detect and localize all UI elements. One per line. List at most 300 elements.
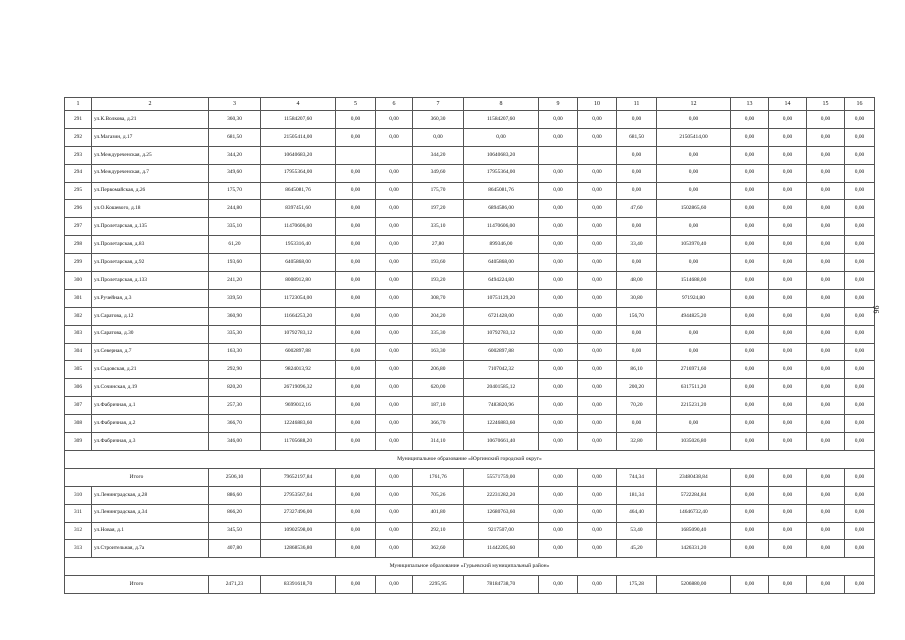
- table-cell: 0,00: [807, 307, 845, 325]
- table-cell: 11664253,20: [261, 307, 336, 325]
- table-cell: 244,80: [209, 200, 261, 218]
- column-header: 10: [578, 98, 617, 111]
- table-cell: 5206880,00: [657, 576, 731, 594]
- table-cell: 345,50: [209, 522, 261, 540]
- table-cell: 23480438,84: [657, 468, 731, 486]
- table-cell: 0,00: [539, 182, 578, 200]
- table-cell: 0,00: [578, 236, 617, 254]
- column-header: 9: [539, 98, 578, 111]
- table-cell: 0,00: [731, 576, 769, 594]
- table-cell: 0,00: [376, 415, 413, 433]
- table-cell: 0,00: [539, 128, 578, 146]
- table-cell: 0,00: [845, 468, 875, 486]
- table-body: [65, 98, 875, 594]
- table-cell: 0,00: [578, 504, 617, 522]
- table-cell: 197,20: [413, 200, 464, 218]
- table-cell: 1035026,80: [657, 433, 731, 451]
- table-cell: 0,00: [769, 576, 807, 594]
- table-row: [65, 433, 875, 451]
- table-cell: 0,00: [376, 254, 413, 272]
- table-cell: 0,00: [578, 468, 617, 486]
- table-cell: 971924,80: [657, 289, 731, 307]
- table-row: [65, 218, 875, 236]
- table-cell: 175,70: [413, 182, 464, 200]
- table-cell: 0,00: [336, 236, 376, 254]
- table-cell: 0,00: [807, 111, 845, 129]
- table-cell: 0,00: [769, 128, 807, 146]
- table-cell: ул.Фабричная, д.1: [92, 397, 209, 415]
- table-cell: 0,00: [769, 379, 807, 397]
- table-cell: ул.Пролетарская, д.133: [92, 272, 209, 290]
- table-cell: 9824013,92: [261, 361, 336, 379]
- table-cell: 0,00: [539, 236, 578, 254]
- table-cell: 0,00: [539, 325, 578, 343]
- table-cell: 0,00: [845, 361, 875, 379]
- section-row: [65, 450, 875, 468]
- column-header: 2: [92, 98, 209, 111]
- table-cell: 0,00: [845, 504, 875, 522]
- table-cell: 0,00: [539, 307, 578, 325]
- table-cell: 0,00: [845, 486, 875, 504]
- table-cell: 53,40: [617, 522, 657, 540]
- table-cell: ул.Саратова, д.30: [92, 325, 209, 343]
- table-cell: 0,00: [845, 522, 875, 540]
- table-cell: 21505414,00: [261, 128, 336, 146]
- table-cell: 6317511,20: [657, 379, 731, 397]
- table-cell: 79652197,84: [261, 468, 336, 486]
- table-row: [65, 522, 875, 540]
- table-cell: ул.Магазин, д.17: [92, 128, 209, 146]
- table-cell: 0,00: [617, 164, 657, 182]
- table-cell: 309: [65, 433, 92, 451]
- table-cell: 0,00: [336, 468, 376, 486]
- table-cell: 360,30: [413, 111, 464, 129]
- table-cell: 0,00: [657, 164, 731, 182]
- table-row: [65, 289, 875, 307]
- table-cell: 705,26: [413, 486, 464, 504]
- table-cell: 0,00: [845, 307, 875, 325]
- table-cell: 1514688,00: [657, 272, 731, 290]
- table-cell: 0,00: [336, 361, 376, 379]
- table-cell: 0,00: [376, 343, 413, 361]
- table-cell: 0,00: [578, 272, 617, 290]
- table-cell: 0,00: [769, 343, 807, 361]
- table-cell: 0,00: [807, 343, 845, 361]
- table-cell: 300: [65, 272, 92, 290]
- table-cell: 681,50: [617, 128, 657, 146]
- table-cell: 0,00: [376, 289, 413, 307]
- table-cell: 175,70: [209, 182, 261, 200]
- table-cell: 311: [65, 504, 92, 522]
- table-cell: 293: [65, 146, 92, 164]
- table-cell: 0,00: [657, 325, 731, 343]
- table-cell: [336, 146, 376, 164]
- table-cell: 294: [65, 164, 92, 182]
- table-cell: 0,00: [336, 522, 376, 540]
- table-cell: 0,00: [657, 182, 731, 200]
- registry-table: [64, 97, 875, 594]
- table-cell: 0,00: [336, 576, 376, 594]
- table-cell: 366,70: [209, 415, 261, 433]
- table-cell: ул.Фабричная, д.2: [92, 415, 209, 433]
- table-cell: 0,00: [376, 540, 413, 558]
- column-header: 1: [65, 98, 92, 111]
- table-cell: 0,00: [807, 182, 845, 200]
- table-cell: ул.Сочинская, д.19: [92, 379, 209, 397]
- column-header: 12: [657, 98, 731, 111]
- table-cell: 0,00: [731, 522, 769, 540]
- table-cell: 339,50: [209, 289, 261, 307]
- table-cell: 0,00: [769, 486, 807, 504]
- table-cell: 193,60: [209, 254, 261, 272]
- table-cell: 302: [65, 307, 92, 325]
- table-cell: 48,00: [617, 272, 657, 290]
- table-cell: 681,50: [209, 128, 261, 146]
- column-header: 8: [464, 98, 539, 111]
- table-cell: 303: [65, 325, 92, 343]
- table-cell: 0,00: [845, 200, 875, 218]
- table-cell: 0,00: [539, 576, 578, 594]
- table-cell: 12246883,60: [261, 415, 336, 433]
- table-row: [65, 361, 875, 379]
- table-cell: 0,00: [845, 289, 875, 307]
- table-cell: [578, 146, 617, 164]
- table-cell: ул.Ленинградская, д.34: [92, 504, 209, 522]
- table-cell: 0,00: [845, 397, 875, 415]
- table-cell: 0,00: [539, 289, 578, 307]
- column-header: 14: [769, 98, 807, 111]
- table-cell: 335,30: [209, 325, 261, 343]
- table-row: [65, 325, 875, 343]
- table-cell: 0,00: [376, 486, 413, 504]
- table-cell: 0,00: [578, 325, 617, 343]
- table-cell: 0,00: [539, 272, 578, 290]
- table-cell: 744,34: [617, 468, 657, 486]
- table-cell: 0,00: [769, 200, 807, 218]
- table-cell: 349,60: [209, 164, 261, 182]
- table-cell: 0,00: [539, 433, 578, 451]
- table-cell: 0,00: [807, 576, 845, 594]
- table-cell: ул.Северная, д.7: [92, 343, 209, 361]
- table-cell: 0,00: [807, 486, 845, 504]
- table-cell: 2295,95: [413, 576, 464, 594]
- table-cell: 20401585,12: [464, 379, 539, 397]
- table-cell: 6894586,00: [464, 200, 539, 218]
- table-cell: 70,20: [617, 397, 657, 415]
- table-cell: 0,00: [336, 128, 376, 146]
- table-cell: 8397451,60: [261, 200, 336, 218]
- table-cell: 0,00: [657, 146, 731, 164]
- table-cell: ул.Первомайская, д.26: [92, 182, 209, 200]
- table-cell: 0,00: [731, 433, 769, 451]
- table-cell: 0,00: [578, 486, 617, 504]
- table-cell: 1502865,60: [657, 200, 731, 218]
- table-cell: 4944825,20: [657, 307, 731, 325]
- table-cell: 0,00: [376, 236, 413, 254]
- table-cell: 0,00: [617, 218, 657, 236]
- table-cell: 620,00: [413, 379, 464, 397]
- table-cell: 0,00: [617, 325, 657, 343]
- table-cell: ул.Междуреченская, д.25: [92, 146, 209, 164]
- table-cell: 0,00: [807, 164, 845, 182]
- table-cell: 0,00: [845, 379, 875, 397]
- table-cell: 0,00: [807, 468, 845, 486]
- table-cell: 291: [65, 111, 92, 129]
- table-cell: 17955364,00: [261, 164, 336, 182]
- table-cell: 0,00: [807, 128, 845, 146]
- table-row: [65, 146, 875, 164]
- table-cell: 2716971,60: [657, 361, 731, 379]
- table-cell: 0,00: [769, 397, 807, 415]
- table-cell: 344,20: [413, 146, 464, 164]
- table-cell: 0,00: [578, 433, 617, 451]
- table-cell: 0,00: [336, 254, 376, 272]
- table-cell: 10792783,12: [464, 325, 539, 343]
- table-cell: 366,70: [413, 415, 464, 433]
- table-cell: 14646732,40: [657, 504, 731, 522]
- table-cell: 295: [65, 182, 92, 200]
- table-cell: 349,60: [413, 164, 464, 182]
- table-cell: 0,00: [807, 236, 845, 254]
- table-cell: 360,90: [209, 307, 261, 325]
- table-cell: 0,00: [657, 343, 731, 361]
- table-cell: 306: [65, 379, 92, 397]
- column-header: 15: [807, 98, 845, 111]
- table-cell: 308: [65, 415, 92, 433]
- table-cell: 0,00: [769, 504, 807, 522]
- table-cell: ул.Междуреченская, д.7: [92, 164, 209, 182]
- table-row: [65, 236, 875, 254]
- table-cell: 0,00: [769, 540, 807, 558]
- table-cell: 187,10: [413, 397, 464, 415]
- table-cell: 0,00: [336, 307, 376, 325]
- table-cell: 0,00: [539, 111, 578, 129]
- table-cell: 314,10: [413, 433, 464, 451]
- table-cell: 10670661,40: [464, 433, 539, 451]
- table-cell: ул.Пролетарская, д.92: [92, 254, 209, 272]
- table-cell: 346,00: [209, 433, 261, 451]
- table-cell: 0,00: [578, 111, 617, 129]
- table-cell: 0,00: [539, 415, 578, 433]
- table-row: [65, 254, 875, 272]
- table-cell: 0,00: [578, 540, 617, 558]
- table-cell: 27,80: [413, 236, 464, 254]
- table-cell: [539, 146, 578, 164]
- table-row: [65, 307, 875, 325]
- table-cell: 0,00: [769, 361, 807, 379]
- total-label: Итого: [65, 468, 209, 486]
- table-cell: 0,00: [769, 433, 807, 451]
- table-cell: 0,00: [376, 468, 413, 486]
- table-cell: 0,00: [769, 254, 807, 272]
- table-cell: 0,00: [845, 111, 875, 129]
- table-cell: 55571759,00: [464, 468, 539, 486]
- table-cell: 0,00: [731, 272, 769, 290]
- column-header: 11: [617, 98, 657, 111]
- table-cell: 0,00: [578, 254, 617, 272]
- table-cell: 11705688,20: [261, 433, 336, 451]
- table-cell: 86,10: [617, 361, 657, 379]
- section-row: [65, 558, 875, 576]
- table-cell: 0,00: [336, 379, 376, 397]
- table-cell: 1685090,40: [657, 522, 731, 540]
- table-cell: 21505414,00: [657, 128, 731, 146]
- table-cell: 0,00: [578, 522, 617, 540]
- table-cell: 298: [65, 236, 92, 254]
- table-cell: 0,00: [336, 218, 376, 236]
- table-cell: 0,00: [539, 486, 578, 504]
- table-cell: 0,00: [807, 540, 845, 558]
- table-cell: 0,00: [845, 218, 875, 236]
- table-cell: 866,20: [209, 504, 261, 522]
- table-cell: ул.О.Кошевого, д.18: [92, 200, 209, 218]
- table-cell: 0,00: [376, 111, 413, 129]
- table-cell: 0,00: [578, 128, 617, 146]
- table-cell: 0,00: [769, 182, 807, 200]
- table-cell: 0,00: [617, 111, 657, 129]
- table-cell: 0,00: [731, 397, 769, 415]
- table-cell: 0,00: [845, 254, 875, 272]
- table-cell: 0,00: [336, 343, 376, 361]
- table-cell: 10640683,20: [261, 146, 336, 164]
- table-row: [65, 379, 875, 397]
- table-cell: 241,20: [209, 272, 261, 290]
- table-cell: 0,00: [807, 289, 845, 307]
- table-cell: 163,30: [413, 343, 464, 361]
- table-cell: 360,30: [209, 111, 261, 129]
- table-row: [65, 200, 875, 218]
- table-cell: 0,00: [376, 200, 413, 218]
- table-cell: 11470606,00: [261, 218, 336, 236]
- table-cell: 9217507,00: [464, 522, 539, 540]
- table-cell: 0,00: [845, 540, 875, 558]
- table-cell: 2506,10: [209, 468, 261, 486]
- table-cell: 0,00: [731, 486, 769, 504]
- table-cell: 0,00: [578, 200, 617, 218]
- section-title: Муниципальное образование «Гурьевский муниципальный район»: [65, 558, 875, 576]
- table-cell: 0,00: [578, 415, 617, 433]
- table-cell: 0,00: [539, 379, 578, 397]
- table-cell: 22231282,20: [464, 486, 539, 504]
- table-cell: 0,00: [731, 236, 769, 254]
- table-cell: 0,00: [769, 468, 807, 486]
- table-cell: 0,00: [336, 486, 376, 504]
- table-cell: 0,00: [336, 397, 376, 415]
- table-row: [65, 397, 875, 415]
- table-cell: 0,00: [769, 236, 807, 254]
- table-cell: 5722284,84: [657, 486, 731, 504]
- table-cell: 27327496,00: [261, 504, 336, 522]
- table-cell: 1426331,20: [657, 540, 731, 558]
- table-cell: 17955364,00: [464, 164, 539, 182]
- table-cell: 0,00: [539, 540, 578, 558]
- table-cell: 156,70: [617, 307, 657, 325]
- table-row: [65, 111, 875, 129]
- table-cell: 0,00: [617, 146, 657, 164]
- table-cell: 1953316,40: [261, 236, 336, 254]
- table-cell: 78184738,70: [464, 576, 539, 594]
- table-cell: 0,00: [336, 325, 376, 343]
- table-cell: 0,00: [413, 128, 464, 146]
- table-cell: 10751129,20: [464, 289, 539, 307]
- table-cell: 0,00: [807, 361, 845, 379]
- table-cell: 0,00: [539, 522, 578, 540]
- table-cell: 11584207,60: [464, 111, 539, 129]
- table-cell: 0,00: [617, 343, 657, 361]
- table-cell: 0,00: [578, 343, 617, 361]
- table-cell: 0,00: [578, 182, 617, 200]
- table-cell: 886,60: [209, 486, 261, 504]
- table-cell: 0,00: [657, 415, 731, 433]
- table-cell: 0,00: [376, 576, 413, 594]
- table-cell: 206,80: [413, 361, 464, 379]
- table-cell: ул.Ленинградская, д.28: [92, 486, 209, 504]
- table-cell: 0,00: [731, 361, 769, 379]
- total-label: Итого: [65, 576, 209, 594]
- table-cell: 0,00: [769, 111, 807, 129]
- table-cell: 0,00: [769, 522, 807, 540]
- table-cell: 0,00: [845, 325, 875, 343]
- table-cell: 7107042,32: [464, 361, 539, 379]
- column-header: 13: [731, 98, 769, 111]
- table-row: [65, 128, 875, 146]
- table-cell: 0,00: [336, 182, 376, 200]
- table-cell: 0,00: [376, 218, 413, 236]
- table-cell: 0,00: [376, 397, 413, 415]
- table-cell: 312: [65, 522, 92, 540]
- table-cell: 307: [65, 397, 92, 415]
- table-cell: 308,70: [413, 289, 464, 307]
- table-cell: 0,00: [731, 540, 769, 558]
- table-cell: 6405868,00: [261, 254, 336, 272]
- table-cell: 30,80: [617, 289, 657, 307]
- table-cell: 0,00: [807, 254, 845, 272]
- table-cell: 0,00: [731, 200, 769, 218]
- table-cell: 0,00: [731, 468, 769, 486]
- table-cell: 0,00: [539, 254, 578, 272]
- table-cell: 1053970,40: [657, 236, 731, 254]
- table-cell: 27953567,04: [261, 486, 336, 504]
- table-cell: 0,00: [807, 433, 845, 451]
- column-header: 7: [413, 98, 464, 111]
- table-cell: 0,00: [731, 307, 769, 325]
- table-row: [65, 182, 875, 200]
- table-cell: ул.Пролетарская, д.135: [92, 218, 209, 236]
- table-cell: 0,00: [731, 343, 769, 361]
- table-cell: 0,00: [769, 146, 807, 164]
- table-cell: 163,30: [209, 343, 261, 361]
- table-cell: 193,60: [413, 254, 464, 272]
- table-cell: 0,00: [617, 254, 657, 272]
- table-cell: 0,00: [769, 415, 807, 433]
- table-cell: 0,00: [807, 146, 845, 164]
- table-cell: 11442205,60: [464, 540, 539, 558]
- table-cell: 0,00: [578, 379, 617, 397]
- table-cell: 0,00: [539, 468, 578, 486]
- table-cell: 8645081,76: [261, 182, 336, 200]
- table-row: [65, 540, 875, 558]
- column-header: 3: [209, 98, 261, 111]
- table-cell: 0,00: [657, 218, 731, 236]
- table-cell: 10640683,20: [464, 146, 539, 164]
- table-cell: 0,00: [807, 218, 845, 236]
- table-cell: [376, 146, 413, 164]
- table-cell: 0,00: [657, 111, 731, 129]
- table-cell: 335,10: [209, 218, 261, 236]
- table-cell: 10902598,00: [261, 522, 336, 540]
- table-cell: 0,00: [731, 128, 769, 146]
- table-cell: ул.Садовская, д.21: [92, 361, 209, 379]
